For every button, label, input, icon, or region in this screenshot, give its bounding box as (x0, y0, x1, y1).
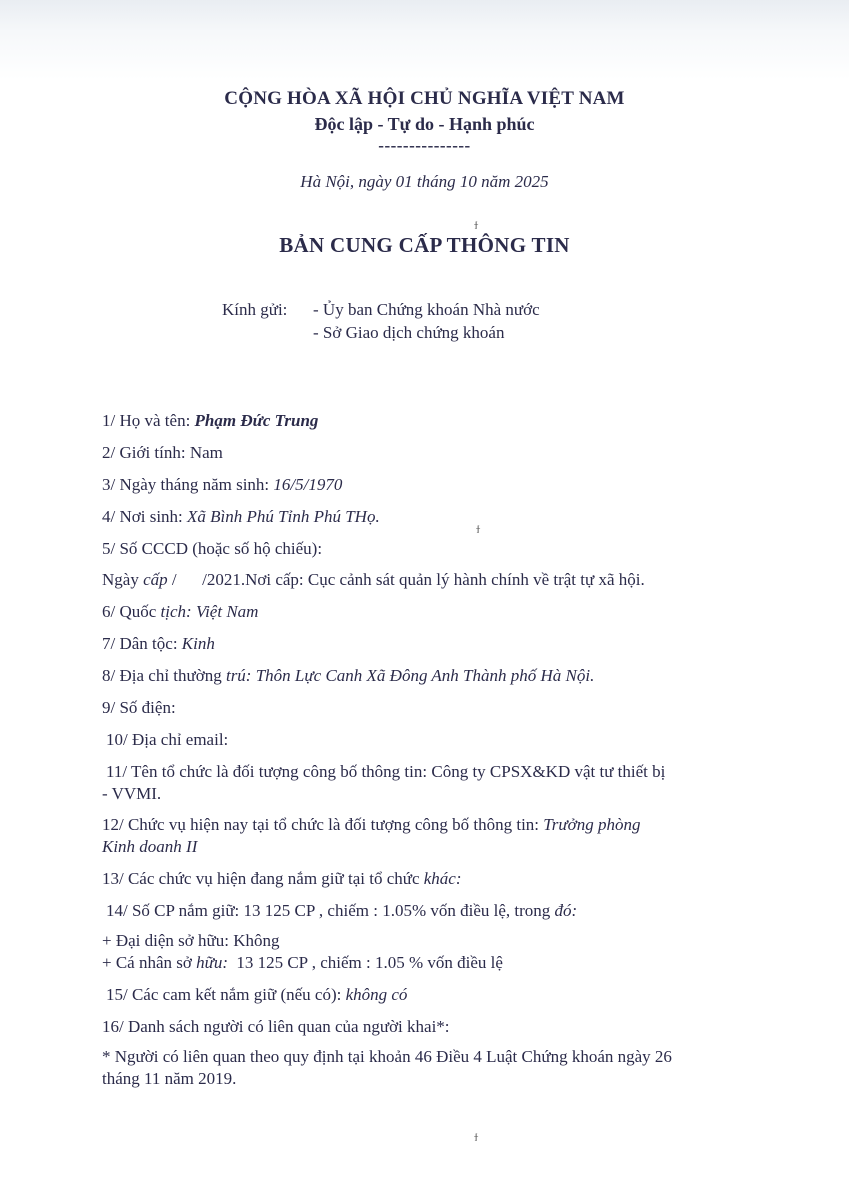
field-id-number (102, 539, 322, 559)
field-position-cont (102, 837, 197, 857)
field-label: + Cá nhân sở (102, 953, 192, 972)
field-position (102, 815, 641, 835)
field-value: 16/5/1970 (273, 475, 343, 494)
footnote-line-1: * Người có liên quan theo quy định tại khoản 46 Điều 4 Luật Chứng khoán ngày 26 (102, 1047, 672, 1066)
place-date: Hà Nội, ngày 01 tháng 10 năm 2025 (300, 172, 549, 191)
field-value: Thôn Lực Canh Xã Đông Anh Thành phố Hà Nội. (255, 666, 595, 685)
scan-shadow (0, 0, 849, 80)
field-label: 6/ Quốc (102, 602, 157, 621)
national-motto: Độc lập - Tự do - Hạnh phúc (314, 114, 535, 134)
field-label: 12/ Chức vụ hiện nay tại tổ chức là đối tượng công bố thông tin: (102, 815, 540, 834)
issue-date-label: Ngày (102, 570, 139, 589)
field-related-persons (102, 1017, 450, 1037)
scan-mark: ϯ (474, 220, 479, 232)
field-label: 15/ Các cam kết nắm giữ (nếu có): (106, 985, 342, 1004)
issue-date-cap: cấp (143, 570, 168, 589)
issue-place-label: Nơi cấp: (245, 570, 304, 589)
field-label: 4/ Nơi sinh: (102, 507, 183, 526)
national-title: CỘNG HÒA XÃ HỘI CHỦ NGHĨA VIỆT NAM (224, 88, 625, 109)
field-value: Kinh (181, 634, 215, 653)
field-label-italic: trú: (225, 666, 252, 685)
field-label-italic: hữu: (196, 953, 229, 972)
recipient-line-2: - Sở Giao dịch chứng khoán (313, 323, 505, 342)
field-shares-held (106, 901, 577, 921)
field-label-italic: đó: (554, 901, 578, 920)
field-address (102, 666, 594, 686)
field-label: 14/ Số CP nắm giữ: 13 125 CP , chiếm : 1.05% vốn điều lệ, trong (106, 901, 551, 920)
field-label-italic: khác: (423, 869, 462, 888)
field-value: Kinh doanh II (102, 837, 198, 856)
field-value: Phạm Đức Trung (194, 411, 319, 430)
field-full-name (102, 411, 318, 431)
field-phone (102, 698, 176, 718)
header-separator: --------------- (378, 136, 471, 155)
field-holding-commitments (106, 985, 407, 1005)
field-label: 1/ Họ và tên: (102, 411, 191, 430)
field-value: Xã Bình Phú Tỉnh Phú THọ. (187, 507, 380, 526)
field-value: Việt Nam (195, 602, 259, 621)
field-id-issue (102, 570, 645, 590)
document-title: BẢN CUNG CẤP THÔNG TIN (279, 233, 570, 257)
field-email (106, 730, 228, 750)
field-label: 11/ Tên tổ chức là đối tượng công bố thông tin: (106, 762, 428, 781)
field-value: Nam (189, 443, 223, 462)
field-other-positions (102, 869, 462, 889)
field-value: Trưởng phòng (543, 815, 641, 834)
scan-mark: ϯ (474, 1132, 479, 1144)
field-birth-date (102, 475, 342, 495)
field-label: 10/ Địa chỉ email: (106, 730, 229, 749)
field-ethnicity (102, 634, 215, 654)
field-birth-place (102, 507, 380, 527)
recipient-label: Kính gửi: (222, 300, 288, 319)
field-value: - VVMI. (102, 784, 162, 803)
field-value: không có (345, 985, 408, 1004)
field-shares-personal (102, 953, 503, 973)
field-label: 2/ Giới tính: (102, 443, 186, 462)
field-label: 13/ Các chức vụ hiện đang nắm giữ tại tổ chức (102, 869, 420, 888)
scan-mark: ϯ (476, 524, 481, 536)
field-gender (102, 443, 223, 463)
recipient-line-1: - Ủy ban Chứng khoán Nhà nước (313, 300, 540, 319)
field-label: 16/ Danh sách người có liên quan của người khai*: (102, 1017, 450, 1036)
field-nationality (102, 602, 258, 622)
footnote-line-2: tháng 11 năm 2019. (102, 1069, 237, 1088)
field-label: 8/ Địa chỉ thường (102, 666, 222, 685)
field-label: 7/ Dân tộc: (102, 634, 178, 653)
field-label: 3/ Ngày tháng năm sinh: (102, 475, 270, 494)
field-label: 9/ Số điện: (102, 698, 176, 717)
field-shares-representative (102, 931, 279, 951)
field-label-italic: tịch: (160, 602, 192, 621)
field-value: Công ty CPSX&KD vật tư thiết bị (431, 762, 666, 781)
field-organization-cont (102, 784, 161, 804)
field-value: + Đại diện sở hữu: Không (102, 931, 280, 950)
field-value: 13 125 CP , chiếm : 1.05 % vốn điều lệ (236, 953, 503, 972)
issue-date-value: / /2021. (171, 570, 246, 589)
field-label: 5/ Số CCCD (hoặc số hộ chiếu): (102, 539, 323, 558)
issue-place-value: Cục cảnh sát quản lý hành chính về trật tự xã hội. (307, 570, 645, 589)
field-organization (106, 762, 665, 782)
